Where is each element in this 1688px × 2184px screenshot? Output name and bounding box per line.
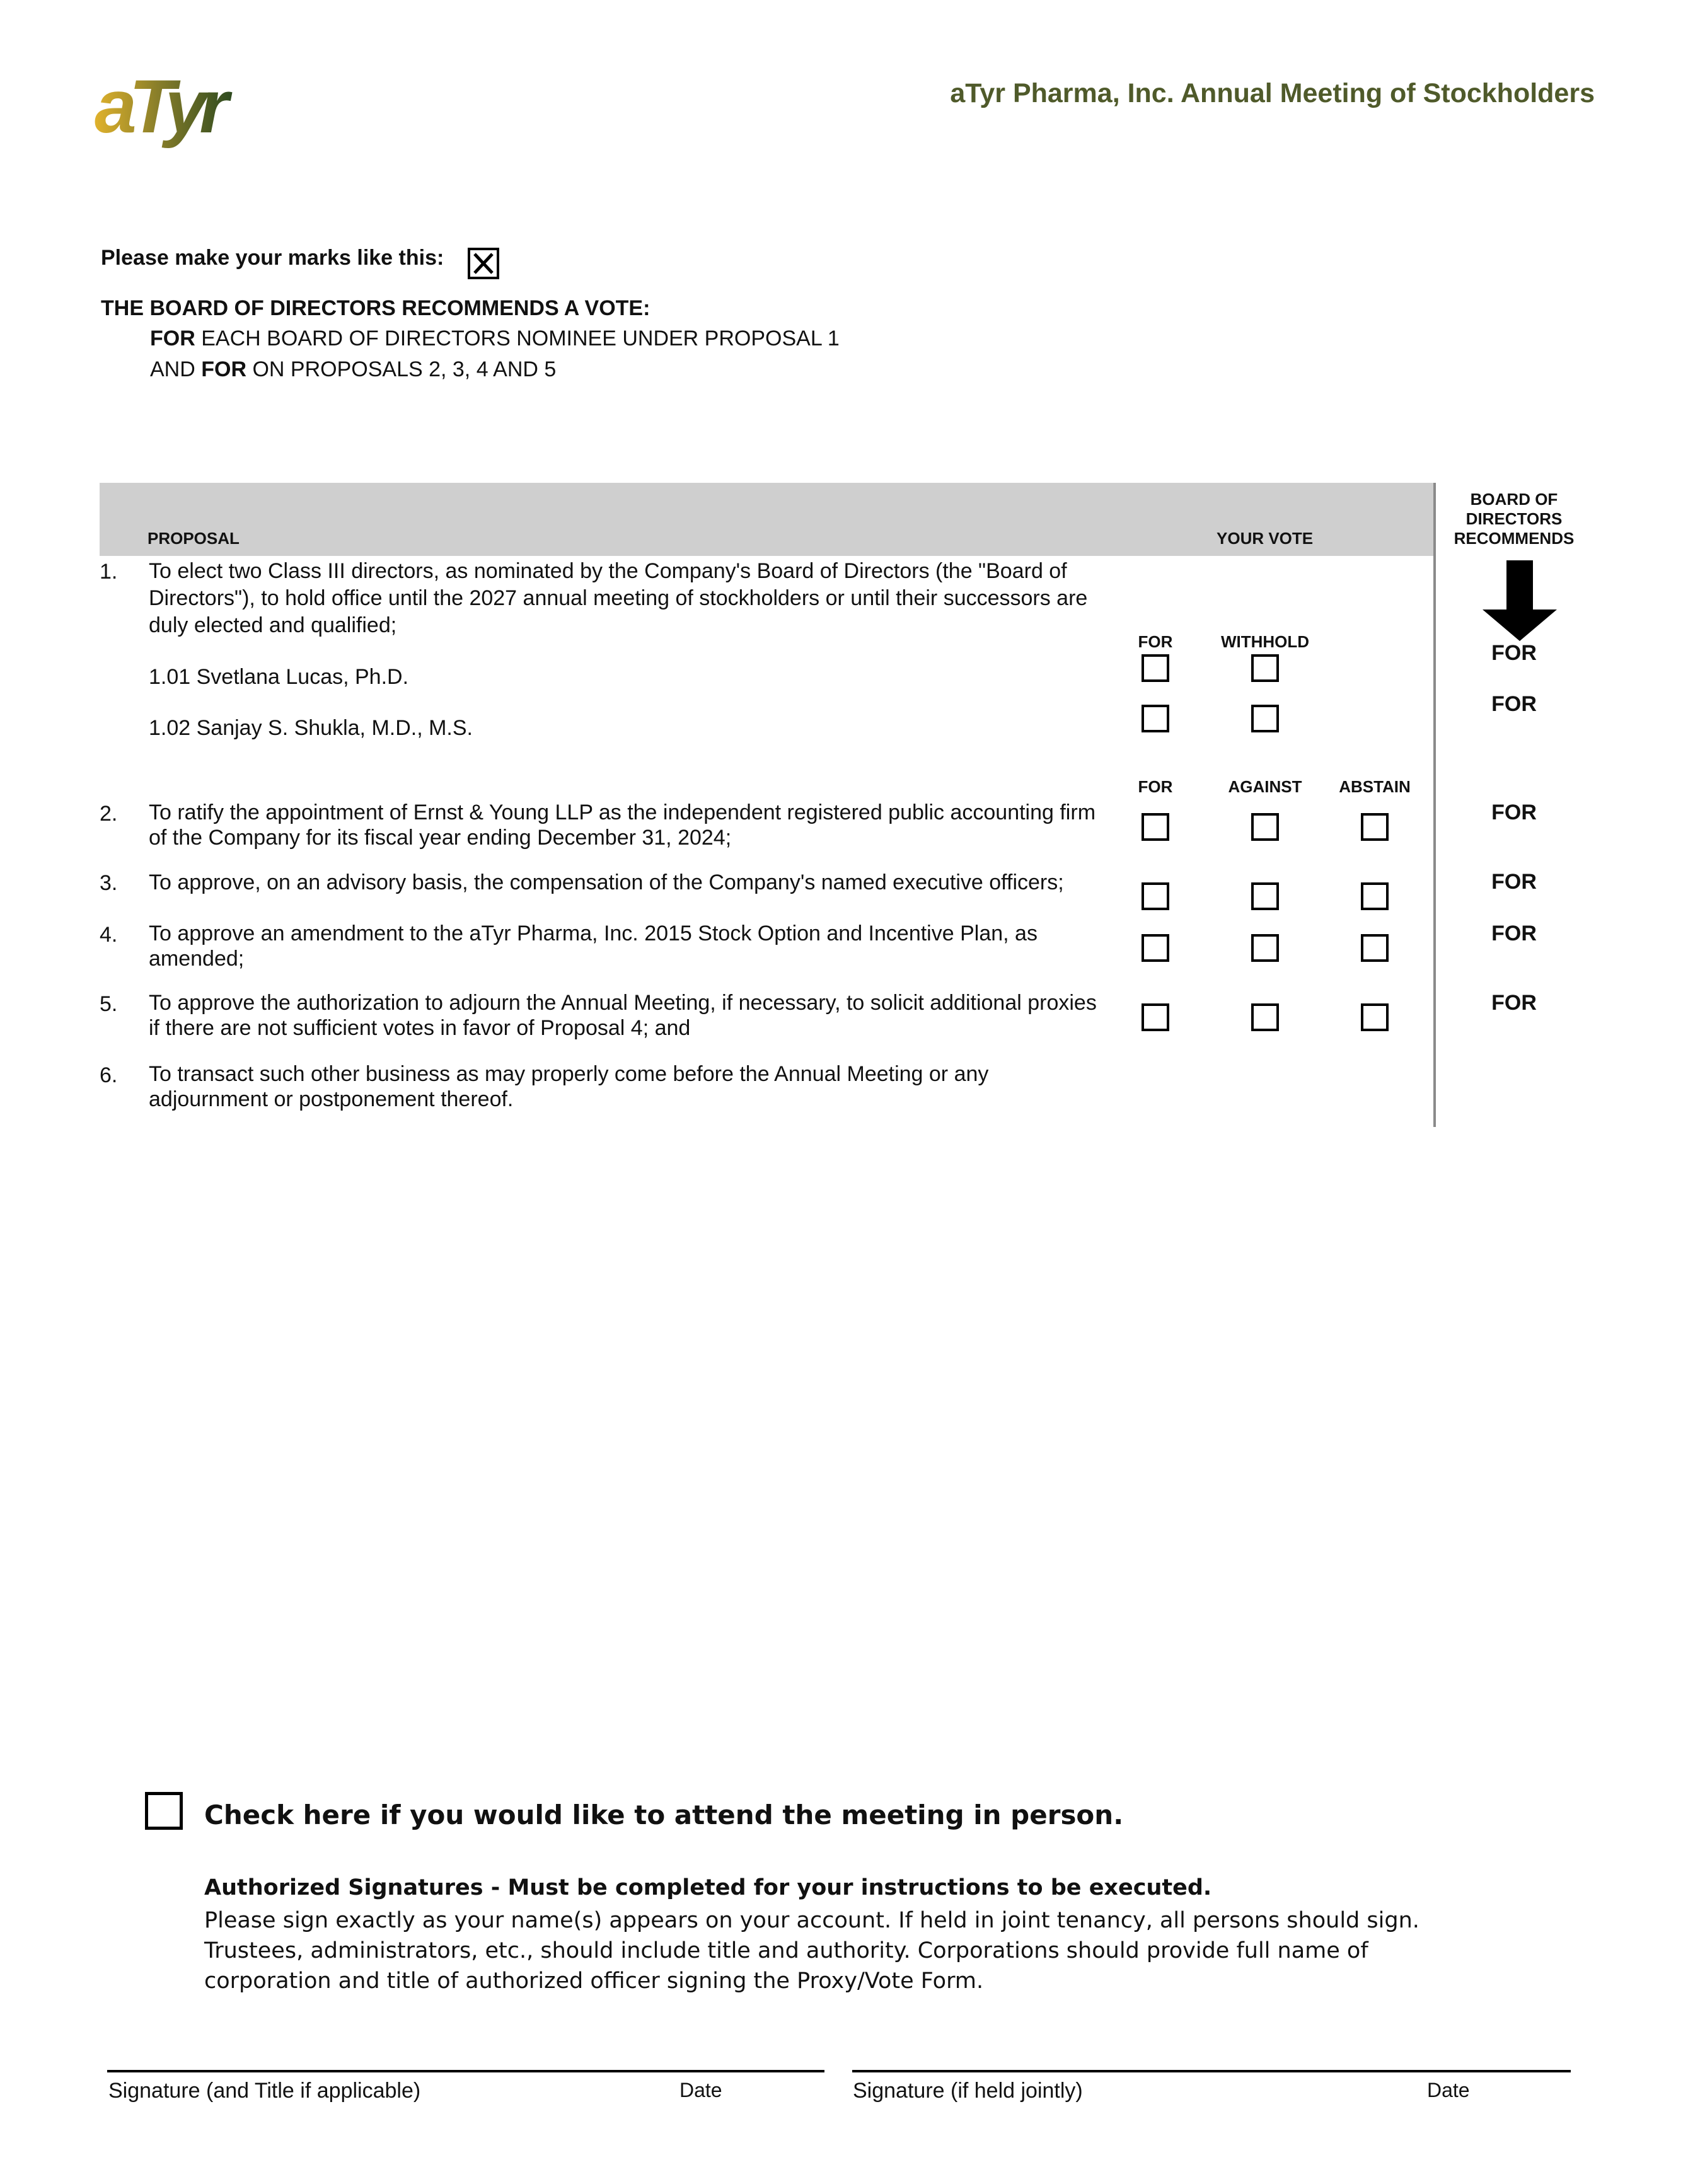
proposal-4-for-checkbox[interactable]: [1142, 934, 1169, 962]
authorized-signatures-heading: Authorized Signatures - Must be completed for your instructions to be executed.: [204, 1875, 1212, 1900]
proposal-3-against-checkbox[interactable]: [1251, 882, 1279, 910]
board-recommends-column-header: BOARD OF DIRECTORS RECOMMENDS: [1454, 490, 1575, 548]
signature-line-2[interactable]: [852, 2070, 1571, 2072]
nominee-1-02-for-checkbox[interactable]: [1142, 705, 1169, 732]
proposal-6-text: To transact such other business as may properly come before the Annual Meeting or any adjournment or postponement thereof.: [149, 1062, 989, 1111]
proposal-4-text: To approve an amendment to the aTyr Pharma, Inc. 2015 Stock Option and Incentive Plan, as amended;: [149, 922, 1038, 971]
nominee-1-01: 1.01 Svetlana Lucas, Ph.D.: [149, 665, 409, 689]
proposal-column-header: PROPOSAL: [147, 529, 240, 548]
atyr-logo: [95, 66, 265, 161]
proposal-5-against-checkbox[interactable]: [1251, 1003, 1279, 1031]
down-arrow-icon: [1483, 560, 1557, 641]
proposal-4-abstain-checkbox[interactable]: [1361, 934, 1389, 962]
nominee-1-02-withhold-checkbox[interactable]: [1251, 705, 1279, 732]
nominee-1-02-recommendation: FOR: [1491, 692, 1537, 716]
proposal-5-recommendation: FOR: [1491, 991, 1537, 1015]
signature-2-label: Signature (if held jointly): [853, 2079, 1083, 2103]
attend-in-person-label: Check here if you would like to attend the meeting in person.: [204, 1800, 1124, 1830]
column-divider: [1433, 483, 1436, 1127]
proposal-3-text: To approve, on an advisory basis, the compensation of the Company's named executive officers;: [149, 870, 1064, 894]
board-recommendation-heading: THE BOARD OF DIRECTORS RECOMMENDS A VOTE:: [101, 296, 650, 320]
proposal-5-for-checkbox[interactable]: [1142, 1003, 1169, 1031]
date-1-label: Date: [679, 2079, 722, 2101]
proposal-4-number: 4.: [100, 923, 118, 947]
vote-header-abstain: ABSTAIN: [1339, 777, 1411, 796]
recommendation-line-2: AND FOR ON PROPOSALS 2, 3, 4 AND 5: [150, 357, 557, 381]
nominee-1-01-withhold-checkbox[interactable]: [1251, 654, 1279, 682]
vote-header-for-2: FOR: [1138, 777, 1173, 796]
vote-header-for: FOR: [1138, 632, 1173, 651]
proposal-2-text: To ratify the appointment of Ernst & Young LLP as the independent registered public accounting firm of the Company for its fiscal year ending December 31, 2024;: [149, 800, 1096, 850]
vote-header-against: AGAINST: [1228, 777, 1302, 796]
your-vote-column-header: YOUR VOTE: [1217, 529, 1314, 548]
signature-line-1[interactable]: [107, 2070, 824, 2072]
proposal-4-against-checkbox[interactable]: [1251, 934, 1279, 962]
proposal-5-text: To approve the authorization to adjourn the Annual Meeting, if necessary, to solicit additional proxies if there are not sufficient votes in favor of Proposal 4; and: [149, 991, 1097, 1040]
proposal-2-abstain-checkbox[interactable]: [1361, 813, 1389, 841]
proposal-4-recommendation: FOR: [1491, 922, 1537, 945]
document-title: aTyr Pharma, Inc. Annual Meeting of Stockholders: [950, 78, 1595, 108]
sample-mark-icon: [468, 248, 499, 279]
proposal-5-abstain-checkbox[interactable]: [1361, 1003, 1389, 1031]
vote-header-withhold: WITHHOLD: [1220, 632, 1310, 651]
proposal-2-against-checkbox[interactable]: [1251, 813, 1279, 841]
proposal-5-number: 5.: [100, 992, 118, 1016]
proposal-3-for-checkbox[interactable]: [1142, 882, 1169, 910]
attend-in-person-checkbox[interactable]: [145, 1792, 183, 1830]
proposal-6-number: 6.: [100, 1063, 118, 1087]
proposal-1-number: 1.: [100, 560, 118, 584]
nominee-1-01-recommendation: FOR: [1491, 641, 1537, 665]
proposal-3-abstain-checkbox[interactable]: [1361, 882, 1389, 910]
signature-1-label: Signature (and Title if applicable): [108, 2079, 421, 2103]
svg-text:aTyr: aTyr: [95, 66, 222, 149]
proposal-1-text: To elect two Class III directors, as nominated by the Company's Board of Directors (the "Board of Directors"), to hold office until the 2027 annual meeting of stockholders or until their successors are duly elected and qualified;: [149, 559, 1088, 637]
mark-instructions: Please make your marks like this:: [101, 246, 444, 270]
proposal-2-recommendation: FOR: [1491, 800, 1537, 824]
recommendation-line-1: FOR EACH BOARD OF DIRECTORS NOMINEE UNDER PROPOSAL 1: [150, 326, 840, 350]
proposal-2-number: 2.: [100, 802, 118, 826]
proposal-3-recommendation: FOR: [1491, 870, 1537, 894]
date-2-label: Date: [1427, 2079, 1470, 2101]
proposal-3-number: 3.: [100, 871, 118, 895]
nominee-1-01-for-checkbox[interactable]: [1142, 654, 1169, 682]
proposal-2-for-checkbox[interactable]: [1142, 813, 1169, 841]
nominee-1-02: 1.02 Sanjay S. Shukla, M.D., M.S.: [149, 716, 473, 740]
authorized-signatures-instructions: Please sign exactly as your name(s) appears on your account. If held in joint tenancy, all persons should sign. Trustees, administrators, etc., should include title and authority. Corporations should provide full name of corporation and title of authorized officer signing the Proxy/Vote Form.: [204, 1908, 1419, 1994]
